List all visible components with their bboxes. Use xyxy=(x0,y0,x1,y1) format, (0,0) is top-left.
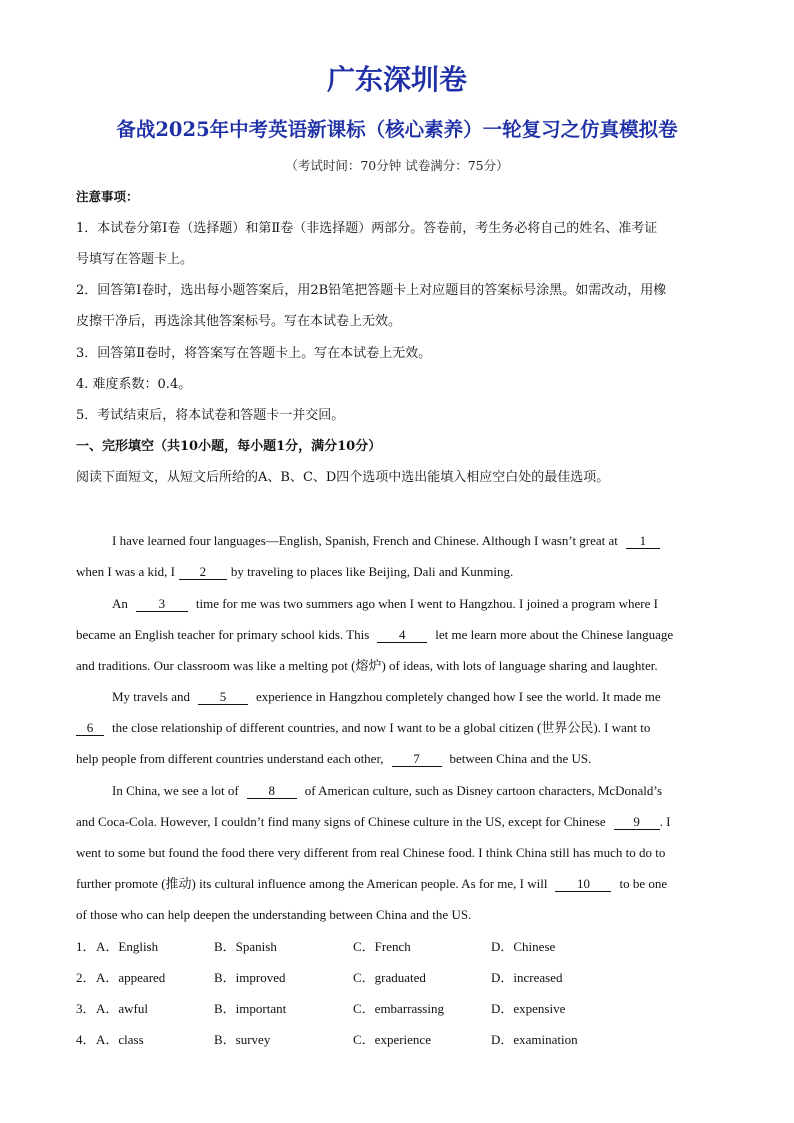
question-number: 4． xyxy=(76,1032,96,1047)
note-1b: 号填写在答题卡上。 xyxy=(76,252,194,267)
passage-text: An xyxy=(112,596,128,611)
passage-text: help people from different countries understand each other, xyxy=(76,751,384,766)
passage-line-13: of those who can help deepen the understanding between China and the US. xyxy=(76,907,472,922)
blank-2[interactable]: 2 xyxy=(179,564,227,580)
passage-line-10 xyxy=(76,813,726,831)
passage-line-4 xyxy=(76,626,726,644)
option-b[interactable]: B．improved xyxy=(214,970,286,985)
section-instruction: 阅读下面短文，从短文后所给的A、B、C、D四个选项中选出能填入相应空白处的最佳选项。 xyxy=(76,470,610,485)
blank-7[interactable]: 7 xyxy=(392,751,442,767)
blank-6[interactable]: 6 xyxy=(76,720,104,736)
section-heading: 一、完形填空（共10小题，每小题1分，满分10分） xyxy=(76,439,382,454)
passage-line-6 xyxy=(112,688,762,706)
question-number: 1． xyxy=(76,939,96,954)
passage-text: let me learn more about the Chinese language xyxy=(435,627,674,642)
passage-text: further promote (推动) its cultural influence among the American people. As for me, I will xyxy=(76,876,548,891)
option-c[interactable]: C．graduated xyxy=(353,970,426,985)
blank-9[interactable]: 9 xyxy=(614,814,660,830)
passage-text: In China, we see a lot of xyxy=(112,783,239,798)
passage-text: My travels and xyxy=(112,689,190,704)
option-d[interactable]: D．examination xyxy=(491,1032,578,1047)
option-c[interactable]: C．experience xyxy=(353,1032,431,1047)
passage-text: became an English teacher for primary school kids. This xyxy=(76,627,370,642)
question-number: 3． xyxy=(76,1001,96,1016)
note-1a: 1．本试卷分第Ⅰ卷（选择题）和第Ⅱ卷（非选择题）两部分。答卷前，考生务必将自己的姓名、准考证 xyxy=(76,221,658,236)
passage-text: time for me was two summers ago when I went to Hangzhou. I joined a program where I xyxy=(195,596,658,611)
passage-line-1 xyxy=(112,532,762,550)
passage-text: to be one xyxy=(619,876,668,891)
note-2a: 2．回答第Ⅰ卷时，选出每小题答案后，用2B铅笔把答题卡上对应题目的答案标号涂黑。如需改动，用橡 xyxy=(76,283,667,298)
blank-3[interactable]: 3 xyxy=(136,596,188,612)
passage-text: and Coca-Cola. However, I couldn’t find many signs of Chinese culture in the US, except for Chinese xyxy=(76,814,606,829)
passage-line-11: went to some but found the food there very different from real Chinese food. I think China still has much to do to xyxy=(76,845,666,860)
passage-text: by traveling to places like Beijing, Dali and Kunming. xyxy=(230,564,514,579)
exam-info: （考试时间：70分钟 试卷满分：75分） xyxy=(285,158,509,173)
passage-line-7 xyxy=(76,719,726,737)
passage-text: between China and the US. xyxy=(449,751,592,766)
passage-line-9 xyxy=(112,782,762,800)
blank-8[interactable]: 8 xyxy=(247,783,297,799)
passage-line-2 xyxy=(76,563,726,581)
option-a[interactable]: A．appeared xyxy=(96,970,166,985)
passage-line-12 xyxy=(76,875,726,893)
option-d[interactable]: D．Chinese xyxy=(491,939,556,954)
notes-heading: 注意事项： xyxy=(76,189,139,204)
option-d[interactable]: D．expensive xyxy=(491,1001,566,1016)
option-d[interactable]: D．increased xyxy=(491,970,563,985)
note-3: 3．回答第Ⅱ卷时，将答案写在答题卡上。写在本试卷上无效。 xyxy=(76,346,432,361)
note-4: 4. 难度系数：0.4。 xyxy=(76,377,192,392)
note-5: 5．考试结束后，将本试卷和答题卡一并交回。 xyxy=(76,408,345,423)
passage-text: . I xyxy=(659,814,671,829)
question-number: 2． xyxy=(76,970,96,985)
option-b[interactable]: B．survey xyxy=(214,1032,271,1047)
option-c[interactable]: C．embarrassing xyxy=(353,1001,444,1016)
option-b[interactable]: B．Spanish xyxy=(214,939,277,954)
option-a[interactable]: A．awful xyxy=(96,1001,148,1016)
blank-1[interactable]: 1 xyxy=(626,533,660,549)
passage-text: of American culture, such as Disney cartoon characters, McDonald’s xyxy=(304,783,663,798)
option-b[interactable]: B．important xyxy=(214,1001,287,1016)
blank-10[interactable]: 10 xyxy=(555,876,611,892)
passage-text: the close relationship of different countries, and now I want to be a global citizen (世界公民). I want to xyxy=(112,720,651,735)
option-a[interactable]: A．English xyxy=(96,939,159,954)
blank-4[interactable]: 4 xyxy=(377,627,427,643)
exam-subtitle: 备战2025年中考英语新课标（核心素养）一轮复习之仿真模拟卷 xyxy=(116,118,678,141)
passage-text: I have learned four languages—English, Spanish, French and Chinese. Although I wasn’t great at xyxy=(112,533,618,548)
note-2b: 皮擦干净后，再选涂其他答案标号。写在本试卷上无效。 xyxy=(76,314,402,329)
passage-line-8 xyxy=(76,750,726,768)
page-title: 广东深圳卷 xyxy=(326,63,467,96)
option-c[interactable]: C．French xyxy=(353,939,411,954)
blank-5[interactable]: 5 xyxy=(198,689,248,705)
passage-text: when I was a kid, I xyxy=(76,564,175,579)
passage-line-3 xyxy=(112,595,762,613)
passage-text: experience in Hangzhou completely changed how I see the world. It made me xyxy=(255,689,661,704)
option-a[interactable]: A．class xyxy=(96,1032,144,1047)
passage-line-5: and traditions. Our classroom was like a melting pot (熔炉) of ideas, with lots of language sharing and laughter. xyxy=(76,658,658,673)
